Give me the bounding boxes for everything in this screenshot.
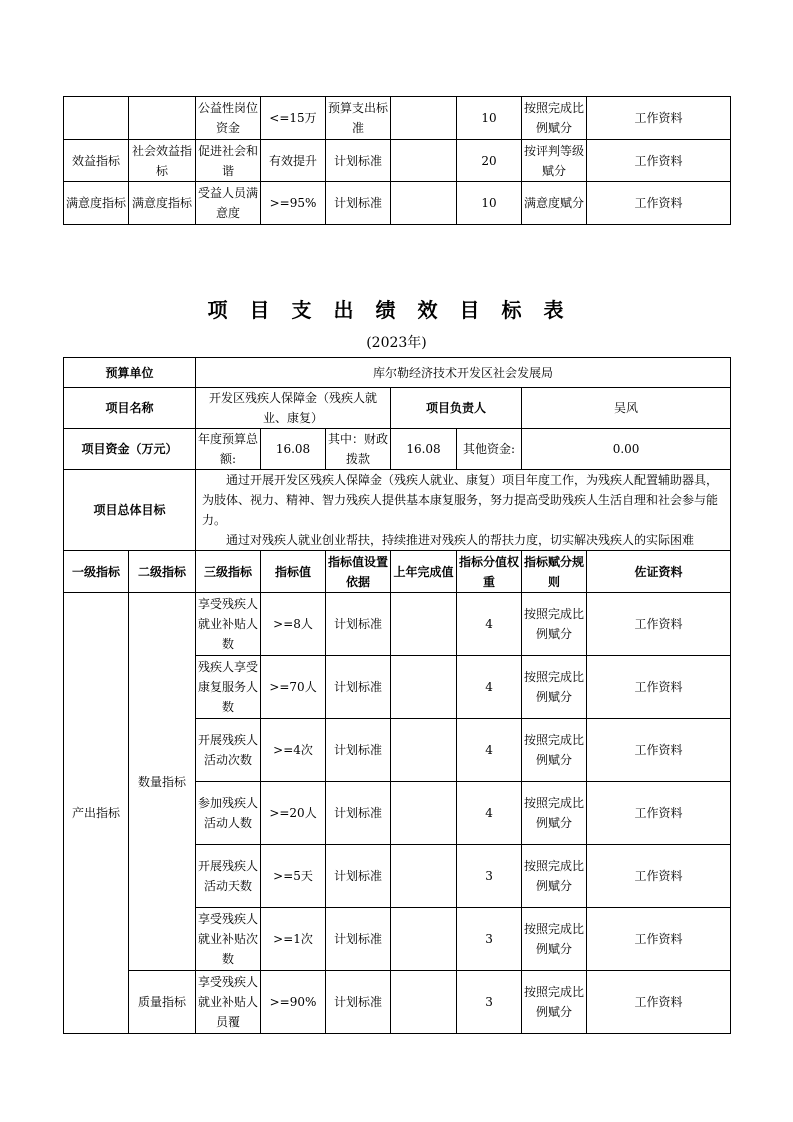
level2-cell: 社会效益指标 (129, 140, 196, 182)
weight-cell: 20 (457, 140, 522, 182)
annual-budget-value: 16.08 (261, 429, 326, 470)
last-year-cell (391, 182, 457, 225)
evidence-cell: 工作资料 (587, 845, 731, 908)
header-last-year: 上年完成值 (391, 551, 457, 593)
last-year-cell (391, 845, 457, 908)
weight-cell: 10 (457, 182, 522, 225)
level1-cell: 效益指标 (64, 140, 129, 182)
rule-cell: 按照完成比例赋分 (522, 908, 587, 971)
rule-cell: 按照完成比例赋分 (522, 845, 587, 908)
last-year-cell (391, 97, 457, 140)
header-basis: 指标值设置依据 (326, 551, 391, 593)
basis-cell: 计划标准 (326, 908, 391, 971)
quantity-indicator-group: 数量指标 (129, 593, 196, 971)
value-cell: >=70人 (261, 656, 326, 719)
evidence-cell: 工作资料 (587, 593, 731, 656)
project-name-row (64, 388, 731, 429)
other-fund-value: 0.00 (522, 429, 731, 470)
level3-cell: 促进社会和谐 (196, 140, 261, 182)
value-cell: >=90% (261, 971, 326, 1034)
fund-row (64, 429, 731, 470)
performance-target-table (63, 357, 731, 1034)
rule-cell: 按照完成比例赋分 (522, 971, 587, 1034)
header-row (64, 551, 731, 593)
level3-cell: 受益人员满意度 (196, 182, 261, 225)
level3-cell: 享受残疾人就业补贴次数 (196, 908, 261, 971)
project-name-value: 开发区残疾人保障金（残疾人就业、康复） (196, 388, 391, 429)
last-year-cell (391, 782, 457, 845)
table-row (64, 971, 731, 1034)
header-weight: 指标分值权重 (457, 551, 522, 593)
evidence-cell: 工作资料 (587, 656, 731, 719)
last-year-cell (391, 656, 457, 719)
weight-cell: 3 (457, 845, 522, 908)
annual-budget-label: 年度预算总额: (196, 429, 261, 470)
table-row (64, 140, 731, 182)
budget-unit-row (64, 358, 731, 388)
header-rule: 指标赋分规则 (522, 551, 587, 593)
rule-cell: 满意度赋分 (522, 182, 587, 225)
value-cell: >=5天 (261, 845, 326, 908)
weight-cell: 4 (457, 593, 522, 656)
year-subtitle: (2023年) (366, 335, 427, 351)
last-year-cell (391, 593, 457, 656)
evidence-cell: 工作资料 (587, 971, 731, 1034)
table-row (64, 593, 731, 656)
owner-label: 项目负责人 (391, 388, 522, 429)
evidence-cell: 工作资料 (587, 97, 731, 140)
weight-cell: 10 (457, 97, 522, 140)
basis-cell: 计划标准 (326, 182, 391, 225)
project-name-label: 项目名称 (64, 388, 196, 429)
last-year-cell (391, 140, 457, 182)
fund-label: 项目资金（万元） (64, 429, 196, 470)
rule-cell: 按照完成比例赋分 (522, 656, 587, 719)
evidence-cell: 工作资料 (587, 782, 731, 845)
basis-cell: 预算支出标准 (326, 97, 391, 140)
basis-cell: 计划标准 (326, 140, 391, 182)
header-level1: 一级指标 (64, 551, 129, 593)
basis-cell: 计划标准 (326, 593, 391, 656)
evidence-cell: 工作资料 (587, 719, 731, 782)
rule-cell: 按照完成比例赋分 (522, 782, 587, 845)
last-year-cell (391, 719, 457, 782)
rule-cell: 按评判等级赋分 (522, 140, 587, 182)
value-cell: >=1次 (261, 908, 326, 971)
value-cell: >=4次 (261, 719, 326, 782)
basis-cell: 计划标准 (326, 971, 391, 1034)
last-year-cell (391, 971, 457, 1034)
header-evidence: 佐证资料 (587, 551, 731, 593)
level3-cell: 开展残疾人活动次数 (196, 719, 261, 782)
header-value: 指标值 (261, 551, 326, 593)
table-row (64, 182, 731, 225)
level2-cell (129, 97, 196, 140)
level1-cell (64, 97, 129, 140)
level1-cell: 满意度指标 (64, 182, 129, 225)
fiscal-value: 16.08 (391, 429, 457, 470)
rule-cell: 按照完成比例赋分 (522, 593, 587, 656)
rule-cell: 按照完成比例赋分 (522, 97, 587, 140)
other-fund-label: 其他资金: (457, 429, 522, 470)
budget-unit-label: 预算单位 (64, 358, 196, 388)
goal-paragraph-2: 通过对残疾人就业创业帮扶，持续推进对残疾人的帮扶力度，切实解决残疾人的实际困难 (226, 533, 695, 547)
basis-cell: 计划标准 (326, 719, 391, 782)
value-cell: >=8人 (261, 593, 326, 656)
value-cell: <=15万 (261, 97, 326, 140)
level3-cell: 享受残疾人就业补贴人员覆 (196, 971, 261, 1034)
basis-cell: 计划标准 (326, 845, 391, 908)
quality-indicator-group: 质量指标 (129, 971, 196, 1034)
level3-cell: 公益性岗位资金 (196, 97, 261, 140)
weight-cell: 3 (457, 971, 522, 1034)
basis-cell: 计划标准 (326, 782, 391, 845)
rule-cell: 按照完成比例赋分 (522, 719, 587, 782)
last-year-cell (391, 908, 457, 971)
header-level2: 二级指标 (129, 551, 196, 593)
level3-cell: 开展残疾人活动天数 (196, 845, 261, 908)
weight-cell: 3 (457, 908, 522, 971)
owner-value: 吴风 (522, 388, 731, 429)
basis-cell: 计划标准 (326, 656, 391, 719)
value-cell: >=95% (261, 182, 326, 225)
evidence-cell: 工作资料 (587, 182, 731, 225)
goal-paragraph-1: 通过开展开发区残疾人保障金（残疾人就业、康复）项目年度工作，为残疾人配置辅助器具，为肢体、视力、精神、智力残疾人提供基本康复服务，努力提高受助残疾人生活自理和社会参与能力。 (202, 473, 719, 527)
output-indicator-group: 产出指标 (64, 593, 129, 1034)
level3-cell: 参加残疾人活动人数 (196, 782, 261, 845)
evidence-cell: 工作资料 (587, 908, 731, 971)
table-row (64, 97, 731, 140)
goal-row (64, 470, 731, 551)
level2-cell: 满意度指标 (129, 182, 196, 225)
header-level3: 三级指标 (196, 551, 261, 593)
page-title: 项目支出绩效目标表 (207, 298, 586, 322)
weight-cell: 4 (457, 719, 522, 782)
level3-cell: 享受残疾人就业补贴人数 (196, 593, 261, 656)
evidence-cell: 工作资料 (587, 140, 731, 182)
value-cell: >=20人 (261, 782, 326, 845)
fiscal-label: 其中：财政拨款 (326, 429, 391, 470)
budget-unit-value: 库尔勒经济技术开发区社会发展局 (196, 358, 731, 388)
goal-label: 项目总体目标 (64, 470, 196, 551)
weight-cell: 4 (457, 782, 522, 845)
goal-text (196, 470, 731, 551)
value-cell: 有效提升 (261, 140, 326, 182)
continuation-table (63, 96, 731, 225)
weight-cell: 4 (457, 656, 522, 719)
level3-cell: 残疾人享受康复服务人数 (196, 656, 261, 719)
